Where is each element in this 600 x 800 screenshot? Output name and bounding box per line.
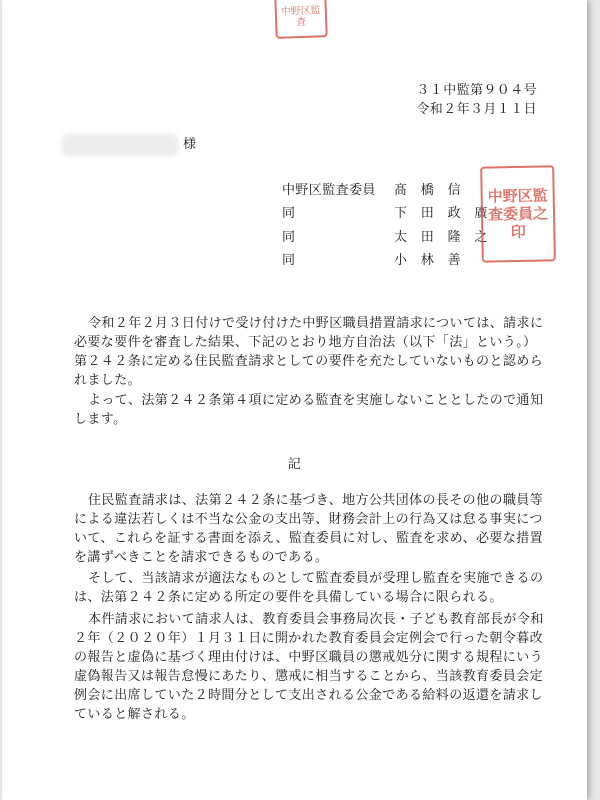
body-line: による違法若しくは不当な公金の支出等、財務会計上の行為又は怠る事実につ	[74, 512, 543, 527]
body-line: の報告と虚偽に基づく理由付けは、中野区職員の懲戒処分に関する規程にいう	[74, 650, 544, 665]
body-line: 虚偽報告又は報告怠慢にあたり、懲戒に相当することから、当該教育委員会定	[74, 669, 544, 684]
signatory-role: 同	[282, 206, 296, 221]
signatory-role: 中野区監査委員	[282, 183, 376, 198]
intro-line: 第２４２条に定める住民監査請求としての要件を充たしていないものと認めら	[74, 354, 544, 369]
signatory-name: 髙 橋 信	[394, 183, 462, 198]
document-date: 令和２年３月１１日	[416, 102, 537, 117]
signatory-name: 小 林 善	[394, 253, 462, 268]
body-line: は、法第２４２条に定める所定の要件を具備している場合に限られる。	[74, 590, 503, 605]
body-line: ２年（２０２０年）１月３１日に開かれた教育委員会定例会で行った朝令暮改	[74, 631, 544, 646]
signatory-role: 同	[282, 230, 296, 245]
seal-side-text: 中野区監査委員之印	[487, 186, 549, 242]
intro-line: れました。	[74, 373, 142, 388]
document-page	[2, 0, 587, 800]
seal-top-text: 中野区監査	[280, 5, 321, 29]
intro-line: よって、法第２４２条第４項に定める監査を実施しないこととしたので通知	[88, 393, 544, 408]
signatory-role: 同	[282, 253, 296, 268]
official-seal-top	[274, 0, 327, 39]
signatory-name: 下 田 政 廣	[394, 206, 488, 221]
body-line: 本件請求において請求人は、教育委員会事務局次長・子ども教育部長が令和	[88, 612, 544, 627]
body-line: いて、これらを証する書面を添え、監査委員に対し、監査を求め、必要な措置	[74, 531, 544, 546]
redacted-recipient-name	[62, 134, 178, 156]
body-line: を講ずべきことを請求できるものである。	[74, 550, 329, 565]
ki-heading: 記	[287, 457, 302, 472]
intro-line: 必要な要件を審査した結果、下記のとおり地方自治法（以下「法」という。）	[74, 335, 537, 350]
intro-line: 令和２年２月３日付けで受け付けた中野区職員措置請求については、請求に	[88, 316, 544, 331]
body-line: 住民監査請求は、法第２４２条に基づき、地方公共団体の長その他の職員等	[88, 493, 544, 508]
intro-line: します。	[74, 412, 127, 427]
body-line: そして、当該請求が適法なものとして監査委員が受理し監査を実施できるの	[88, 571, 544, 586]
document-number: ３１中監第９０４号	[416, 83, 537, 98]
body-line: ていると解される。	[74, 707, 195, 722]
recipient-honorific: 様	[183, 137, 197, 152]
body-line: 例会に出席していた２時間分として支出される公金である給料の返還を請求し	[74, 688, 544, 703]
official-seal-auditors	[480, 165, 556, 262]
signatory-name: 太 田 隆 之	[394, 230, 488, 245]
